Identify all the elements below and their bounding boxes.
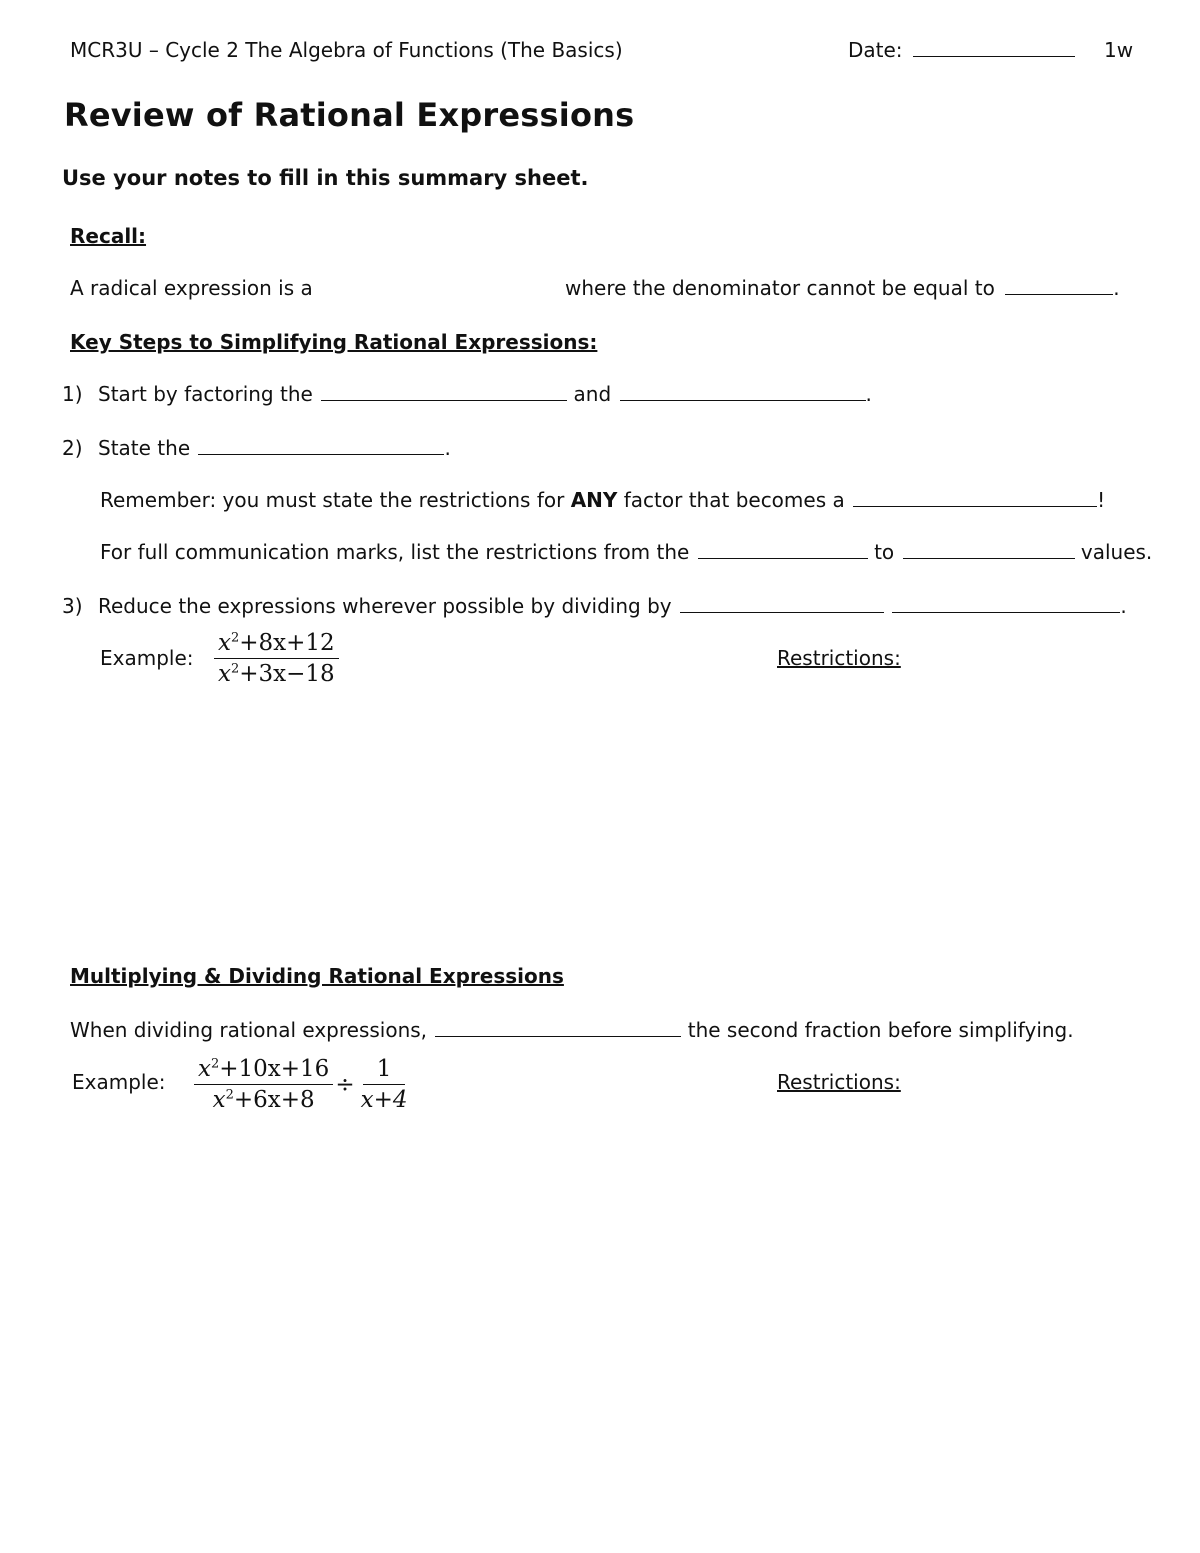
- f1-den-var: x: [212, 1087, 226, 1113]
- den-var: x: [218, 661, 231, 687]
- divide-blank-1[interactable]: [680, 594, 884, 613]
- denominator-blank[interactable]: [1005, 276, 1113, 295]
- factor-blank-2[interactable]: [620, 382, 866, 401]
- recall-line-b-text: where the denominator cannot be equal to: [565, 276, 995, 300]
- factor-blank-1[interactable]: [321, 382, 567, 401]
- recall-line-b: [565, 276, 1120, 300]
- date-label-text: Date:: [848, 38, 903, 62]
- step-3-end: .: [1120, 594, 1127, 618]
- recall-end: .: [1113, 276, 1120, 300]
- f1-num-var: x: [198, 1056, 211, 1082]
- num-exp: 2: [230, 630, 240, 646]
- example-2-label: Example:: [72, 1070, 166, 1094]
- divide-blank-2[interactable]: [892, 594, 1120, 613]
- example-2-denominator-1: [209, 1085, 319, 1113]
- course-header: MCR3U – Cycle 2 The Algebra of Functions (The Basics): [70, 38, 623, 62]
- recall-line-a: A radical expression is a: [70, 276, 313, 300]
- date-blank[interactable]: [913, 38, 1075, 57]
- step-3-text-a: Reduce the expressions wherever possible by dividing by: [98, 594, 672, 618]
- full-comm-text-b: to: [874, 540, 895, 564]
- state-blank[interactable]: [198, 436, 444, 455]
- step-2: [62, 436, 451, 460]
- num-var: x: [218, 630, 231, 656]
- step-1-text-a: Start by factoring the: [98, 382, 313, 406]
- remember-text-a: Remember: you must state the restrictions for: [100, 488, 571, 512]
- remember-text-b: factor that becomes a: [617, 488, 845, 512]
- example-1-fraction: [214, 630, 339, 687]
- example-1-denominator: [214, 659, 339, 687]
- example-1-expression: [214, 630, 339, 687]
- instruction: Use your notes to fill in this summary sheet.: [62, 166, 589, 190]
- reciprocal-blank[interactable]: [435, 1018, 681, 1037]
- date-label: [848, 38, 1075, 62]
- full-comm-text-a: For full communication marks, list the restrictions from the: [100, 540, 690, 564]
- step-3: [62, 594, 1127, 618]
- divide-operator: ÷: [335, 1071, 355, 1098]
- sheet-code: 1w: [1104, 38, 1134, 62]
- step-3-number: 3): [62, 594, 83, 618]
- from-blank[interactable]: [698, 540, 868, 559]
- step-1: [62, 382, 872, 406]
- step-2-text-a: State the: [98, 436, 191, 460]
- remember-end: !: [1097, 488, 1106, 512]
- dividing-text-b: the second fraction before simplifying.: [687, 1018, 1074, 1042]
- step-1-number: 1): [62, 382, 83, 406]
- remember-line: [100, 488, 1105, 512]
- example-2-restrictions-label: Restrictions:: [777, 1070, 901, 1094]
- to-blank[interactable]: [903, 540, 1075, 559]
- den-exp: 2: [230, 661, 240, 677]
- example-1-numerator: [214, 630, 339, 659]
- dividing-text-a: When dividing rational expressions,: [70, 1018, 428, 1042]
- recall-heading: Recall:: [70, 224, 147, 248]
- f1-num-exp: 2: [210, 1056, 220, 1072]
- step-1-end: .: [865, 382, 872, 406]
- multiply-divide-heading: Multiplying & Dividing Rational Expressions: [70, 964, 564, 988]
- f1-den-rest: +6x+8: [233, 1087, 315, 1113]
- num-rest: +8x+12: [239, 630, 335, 656]
- restriction-blank[interactable]: [853, 488, 1097, 507]
- f1-den-exp: 2: [225, 1087, 234, 1103]
- key-steps-heading: Key Steps to Simplifying Rational Expressions:: [70, 330, 598, 354]
- example-1-restrictions-label: Restrictions:: [777, 646, 901, 670]
- example-2-fraction-1: [194, 1056, 333, 1113]
- page-title: Review of Rational Expressions: [64, 96, 635, 134]
- dividing-line: [70, 1018, 1074, 1042]
- example-1-label: Example:: [100, 646, 194, 670]
- den-rest: +3x−18: [239, 661, 335, 687]
- step-1-text-b: and: [573, 382, 612, 406]
- remember-any: ANY: [570, 488, 618, 512]
- full-communication-line: [100, 540, 1152, 564]
- step-2-end: .: [444, 436, 451, 460]
- full-comm-text-c: values.: [1080, 540, 1153, 564]
- example-2-numerator-1: [194, 1056, 333, 1085]
- example-2-expression: [194, 1056, 412, 1113]
- f1-num-rest: +10x+16: [219, 1056, 330, 1082]
- step-2-number: 2): [62, 436, 83, 460]
- example-2-numerator-2: 1: [363, 1056, 406, 1085]
- example-2-fraction-2: [357, 1056, 412, 1113]
- example-2-denominator-2: x+4: [360, 1087, 408, 1113]
